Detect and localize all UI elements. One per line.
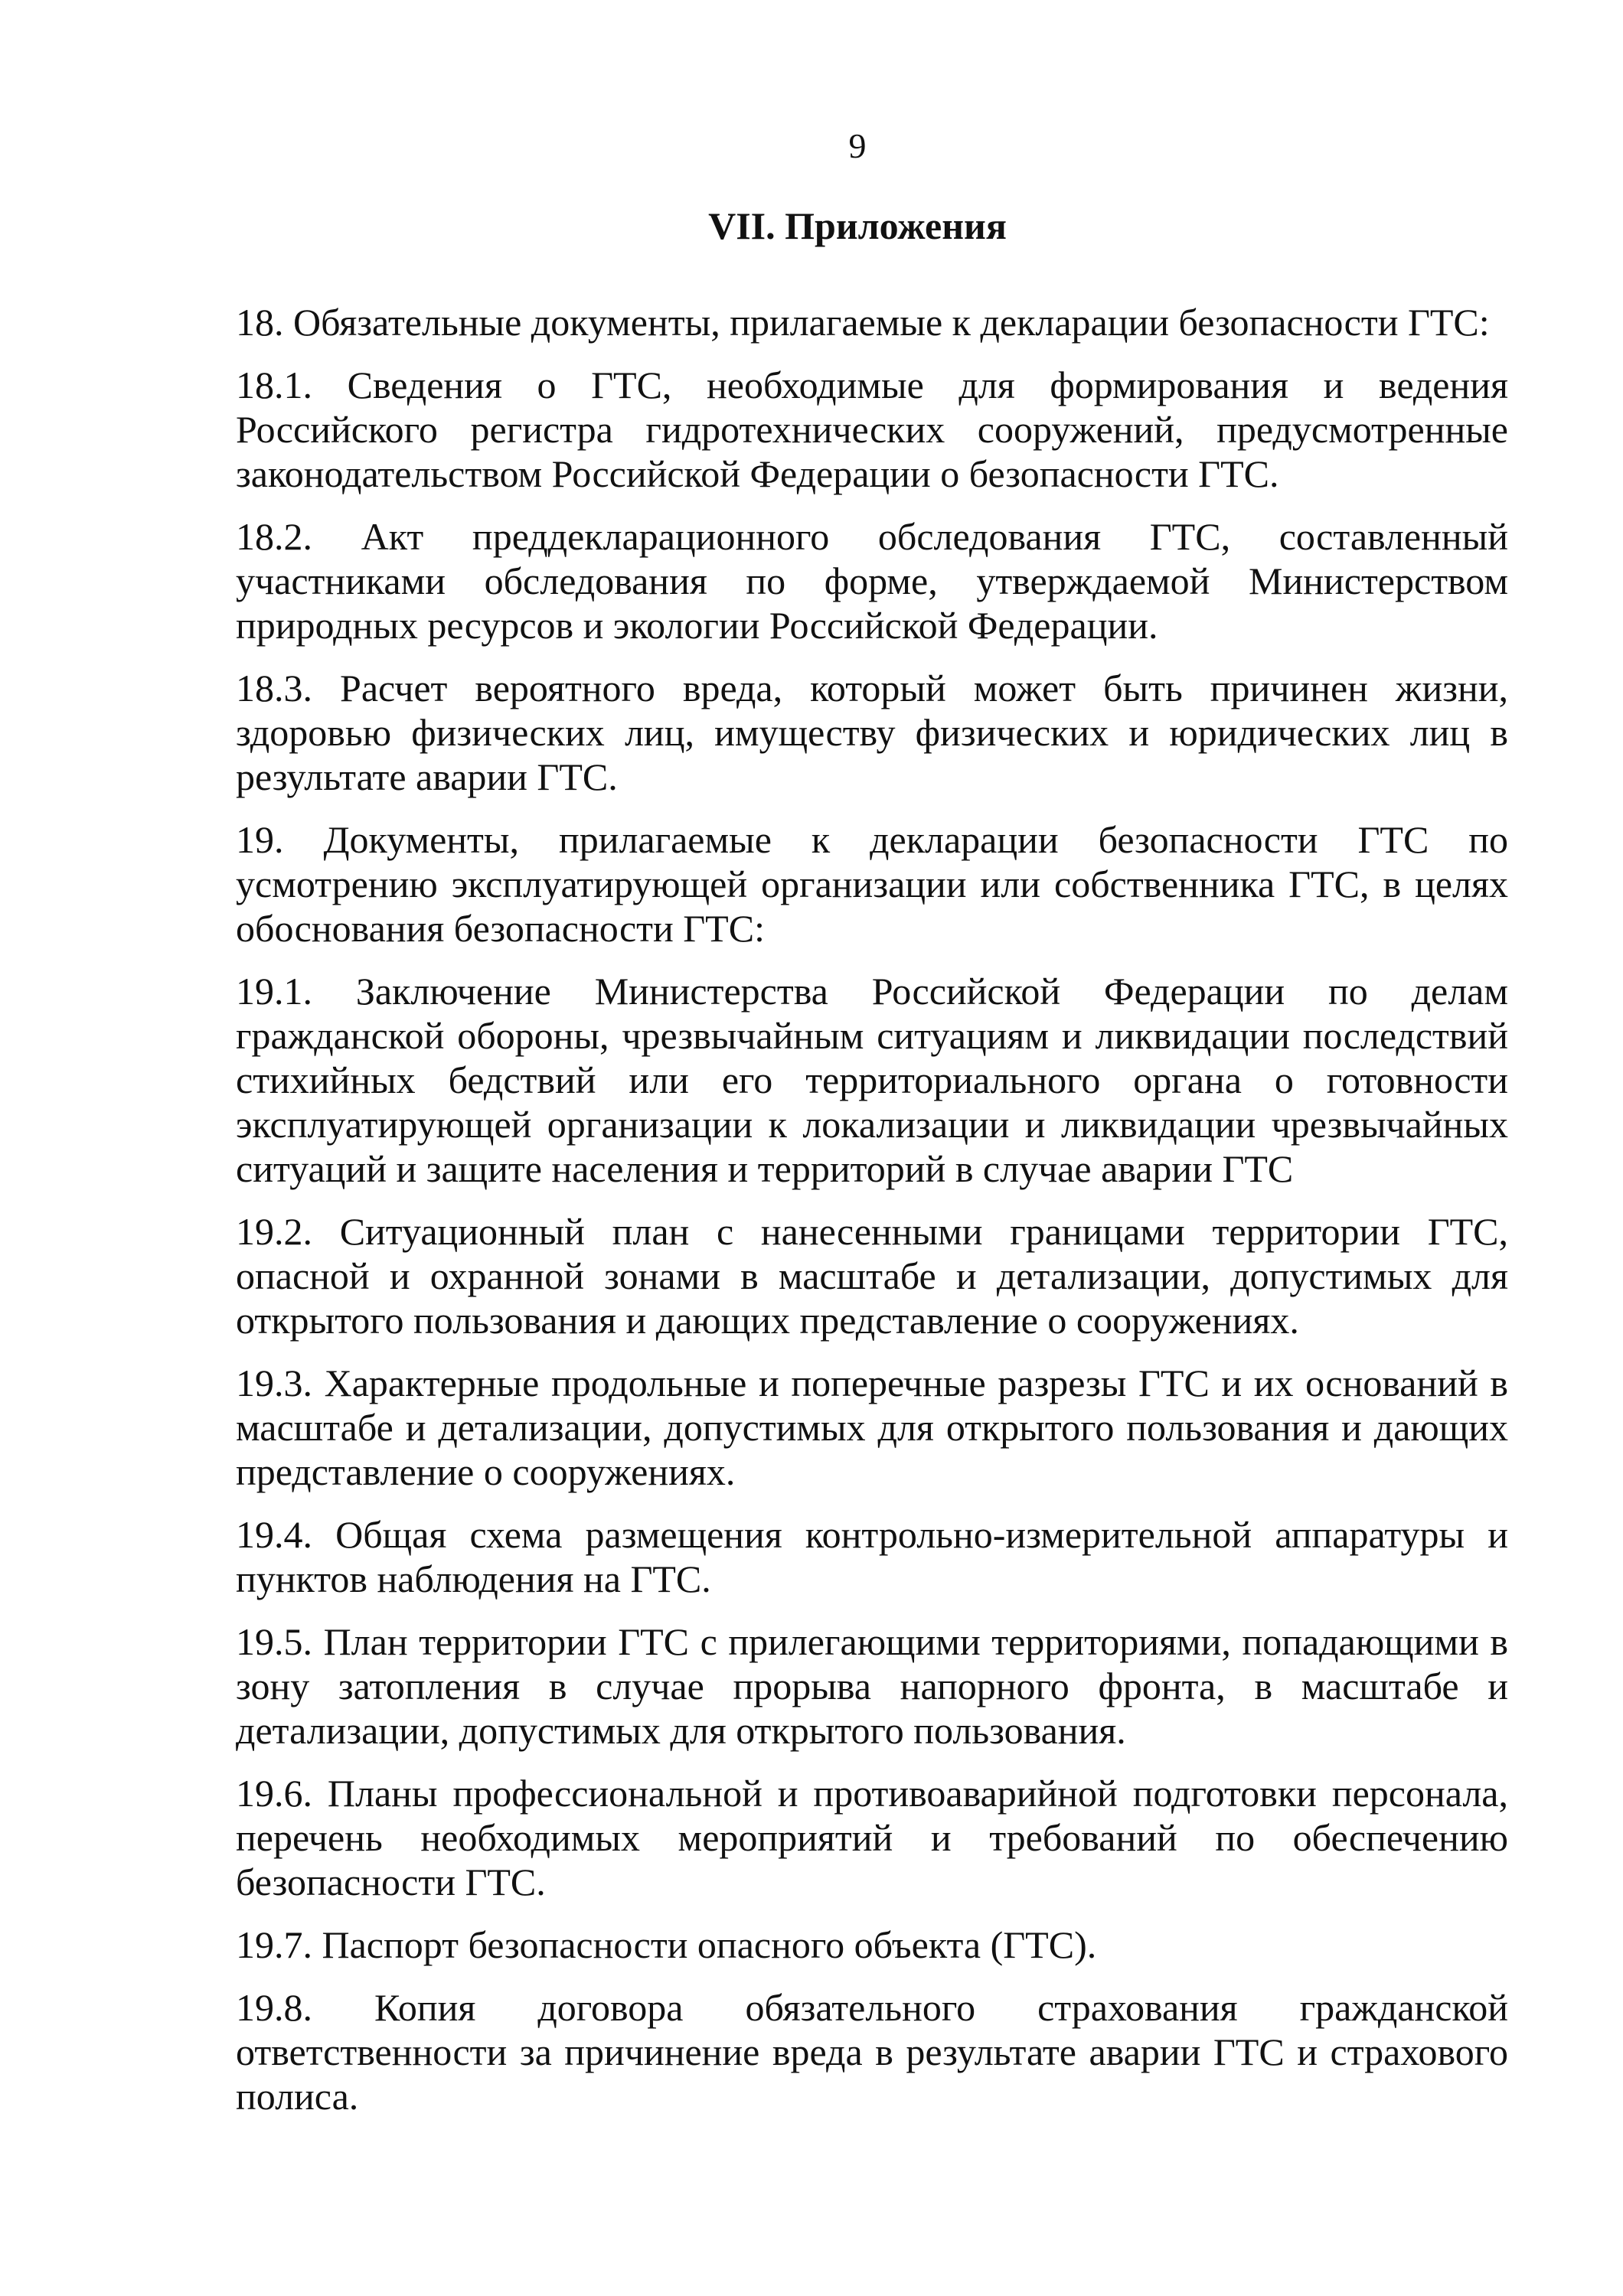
paragraph-18-3: 18.3. Расчет вероятного вреда, который может быть причинен жизни, здоровью физических лиц, имуществу физических и юридических лиц в результате аварии ГТС. [236, 667, 1508, 798]
paragraph-18: 18. Обязательные документы, прилагаемые к декларации безопасности ГТС: [236, 301, 1490, 344]
paragraph-19-1: 19.1. Заключение Министерства Российской Федерации по делам гражданской обороны, чрезвычайным ситуациям и ликвидации последствий стихийных бедствий или его территориального органа о готовности эксплуатирующей организации к локализации и ликвидации чрезвычайных ситуаций и защите населения и территорий в случае аварии ГТС [236, 970, 1508, 1190]
paragraph-19-3: 19.3. Характерные продольные и поперечные разрезы ГТС и их оснований в масштабе и детализации, допустимых для открытого пользования и дающих представление о сооружениях. [236, 1362, 1508, 1493]
paragraph-19: 19. Документы, прилагаемые к декларации безопасности ГТС по усмотрению эксплуатирующей организации или собственника ГТС, в целях обоснования безопасности ГТС: [236, 818, 1508, 950]
paragraph-19-8: 19.8. Копия договора обязательного страхования гражданской ответственности за причинение вреда в результате аварии ГТС и страхового полиса. [236, 1986, 1508, 2118]
paragraph-18-2: 18.2. Акт преддекларационного обследования ГТС, составленный участниками обследования по форме, утверждаемой Министерством природных ресурсов и экологии Российской Федерации. [236, 515, 1508, 647]
paragraph-19-5: 19.5. План территории ГТС с прилегающими территориями, попадающими в зону затопления в случае прорыва напорного фронта, в масштабе и детализации, допустимых для открытого пользования. [236, 1620, 1508, 1752]
paragraph-18-1: 18.1. Сведения о ГТС, необходимые для формирования и ведения Российского регистра гидротехнических сооружений, предусмотренные законодательством Российской Федерации о безопасности ГТС. [236, 364, 1508, 495]
section-title: VII. Приложения [708, 204, 1007, 247]
page-number: 9 [848, 126, 867, 165]
document-body [236, 300, 1508, 2137]
paragraph-19-2: 19.2. Ситуационный план с нанесенными границами территории ГТС, опасной и охранной зонами в масштабе и детализации, допустимых для открытого пользования и дающих представление о сооружениях. [236, 1210, 1508, 1342]
paragraph-19-7: 19.7. Паспорт безопасности опасного объекта (ГТС). [236, 1923, 1097, 1966]
paragraph-19-4: 19.4. Общая схема размещения контрольно-измерительной аппаратуры и пунктов наблюдения на ГТС. [236, 1513, 1508, 1600]
paragraph-19-6: 19.6. Планы профессиональной и противоаварийной подготовки персонала, перечень необходимых мероприятий и требований по обеспечению безопасности ГТС. [236, 1772, 1508, 1903]
